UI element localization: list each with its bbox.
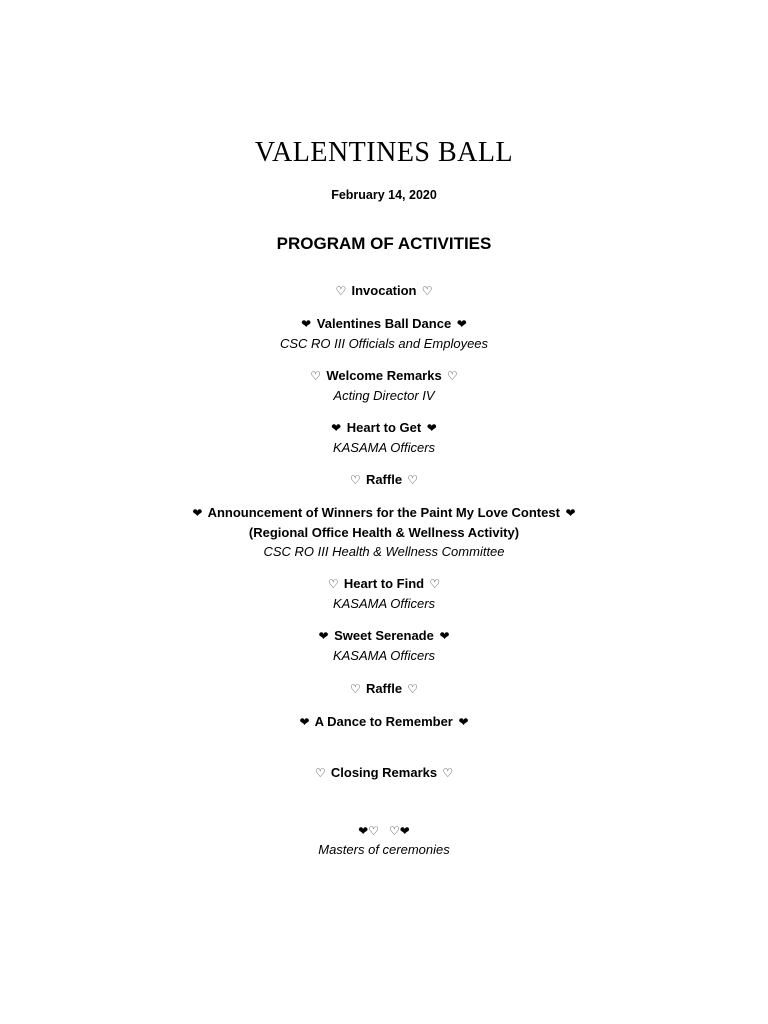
masters-of-ceremonies-label: Masters of ceremonies	[318, 842, 450, 857]
program-item-performer: CSC RO III Officials and Employees	[279, 336, 489, 351]
program-item-performer: Acting Director IV	[333, 388, 435, 403]
outline-heart-icon: ♡	[429, 577, 441, 591]
program-item-label: Invocation	[351, 283, 417, 298]
program-item-performer: KASAMA Officers	[332, 596, 436, 611]
program-item-title	[0, 763, 768, 783]
outline-heart-icon: ♡	[349, 682, 361, 696]
program-item-raffle	[0, 470, 768, 490]
program-item-label: Raffle	[365, 681, 403, 696]
program-item-label: Sweet Serenade	[334, 628, 434, 643]
filled-heart-icon: ❤	[192, 506, 203, 520]
filled-heart-icon: ❤	[318, 629, 329, 643]
program-item-title	[0, 712, 768, 732]
program-item-label: A Dance to Remember	[314, 714, 453, 729]
outline-heart-icon: ♡	[446, 369, 458, 383]
filled-heart-icon: ❤	[299, 715, 310, 729]
program-item-label: Heart to Find	[343, 576, 425, 591]
program-item-label: Closing Remarks	[330, 765, 438, 780]
program-item-label: Announcement of Winners for the Paint My Love Contest	[207, 505, 560, 520]
program-item-performer: KASAMA Officers	[332, 440, 436, 455]
filled-heart-icon: ❤	[301, 317, 312, 331]
filled-heart-icon: ❤	[456, 317, 467, 331]
program-item-closing-remarks	[0, 763, 768, 783]
outline-heart-icon: ♡	[407, 473, 419, 487]
event-title: VALENTINES BALL	[254, 137, 514, 168]
program-item-title	[0, 470, 768, 490]
outline-heart-icon: ♡	[421, 284, 433, 298]
filled-heart-icon: ❤	[565, 506, 576, 520]
program-item-subtitle: (Regional Office Health & Wellness Activity)	[248, 525, 520, 540]
program-item-raffle-2	[0, 679, 768, 699]
filled-heart-icon: ❤	[458, 715, 469, 729]
program-item-valentines-ball-dance	[0, 314, 768, 353]
program-item-announcement-of-winners	[0, 503, 768, 561]
filled-heart-icon: ❤	[439, 629, 450, 643]
filled-heart-icon: ❤	[426, 421, 437, 435]
program-item-title	[0, 626, 768, 646]
program-item-heart-to-find	[0, 574, 768, 613]
program-item-performer: CSC RO III Health & Wellness Committee	[263, 544, 505, 559]
program-item-invocation	[0, 281, 768, 301]
outline-heart-icon: ♡	[314, 766, 326, 780]
program-item-title	[0, 281, 768, 301]
program-item-label: Welcome Remarks	[326, 368, 442, 383]
program-item-label: Raffle	[365, 472, 403, 487]
program-item-label: Valentines Ball Dance	[316, 316, 452, 331]
program-item-welcome-remarks	[0, 366, 768, 405]
masters-of-ceremonies	[0, 822, 768, 859]
program-item-title	[0, 314, 768, 334]
outline-heart-icon: ♡	[442, 766, 454, 780]
outline-heart-icon: ♡	[310, 369, 322, 383]
program-item-a-dance-to-remember	[0, 712, 768, 732]
program-item-title	[0, 574, 768, 594]
outline-heart-icon: ♡	[335, 284, 347, 298]
program-item-heart-to-get	[0, 418, 768, 457]
event-date: February 14, 2020	[331, 188, 437, 202]
program-item-title	[0, 679, 768, 699]
program-item-title	[0, 503, 768, 523]
program-item-performer: KASAMA Officers	[332, 648, 436, 663]
program-item-label: Heart to Get	[346, 420, 422, 435]
program-item-sweet-serenade	[0, 626, 768, 665]
outline-heart-icon: ♡	[349, 473, 361, 487]
outline-heart-icon: ♡	[407, 682, 419, 696]
program-item-title	[0, 366, 768, 386]
filled-heart-icon: ❤	[331, 421, 342, 435]
outline-heart-icon: ♡	[327, 577, 339, 591]
program-item-title	[0, 418, 768, 438]
program-heading: PROGRAM OF ACTIVITIES	[276, 234, 492, 253]
heart-icons-row: ❤♡ ♡❤	[358, 824, 410, 838]
